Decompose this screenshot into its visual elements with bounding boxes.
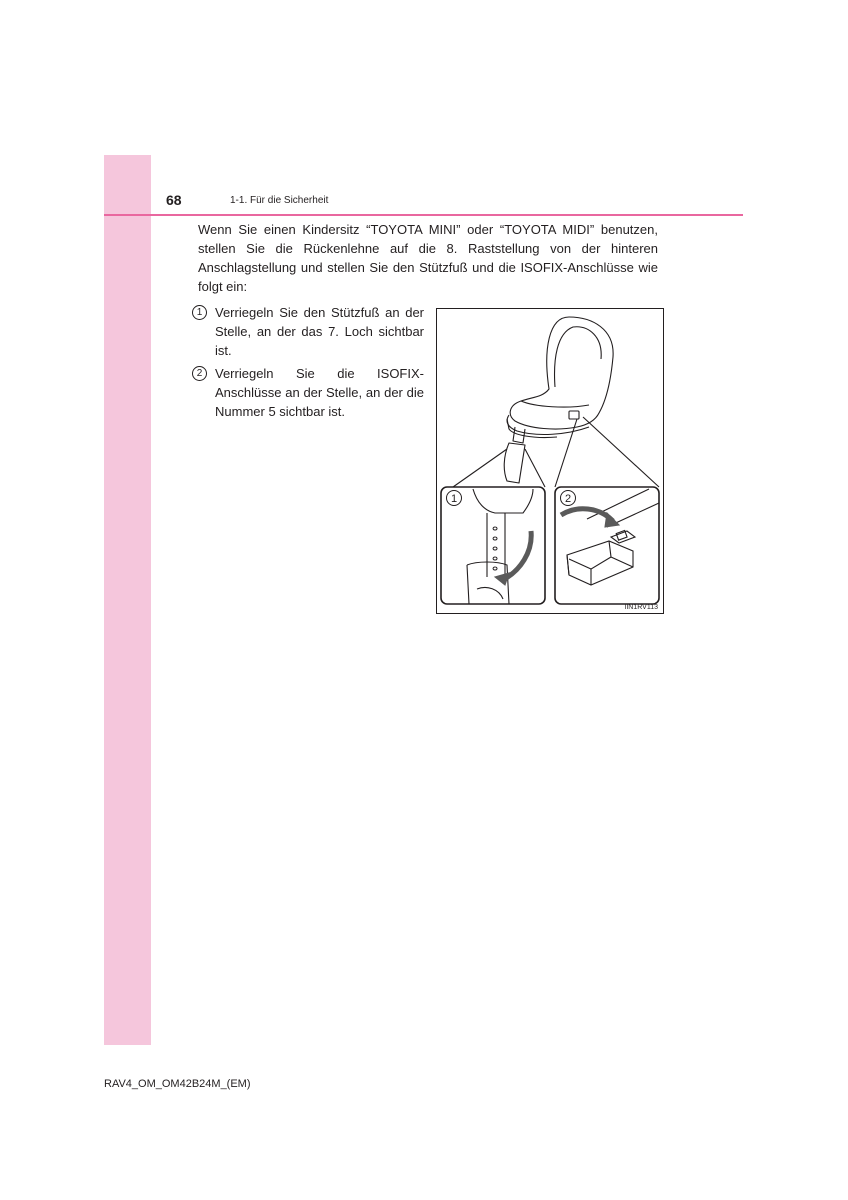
side-band <box>104 155 151 1045</box>
step-list <box>192 303 424 425</box>
callout-1-label: 1 <box>450 493 458 505</box>
intro-paragraph: Wenn Sie einen Kindersitz “TOYOTA MINI” oder “TOYOTA MIDI” benutzen, stellen Sie die Rückenlehne auf die 8. Raststellung von der hinteren Anschlagstellung und stellen Sie den Stützfuß und die ISOFIX-Anschlüsse wie folgt ein: <box>198 222 658 294</box>
step-number-icon: 1 <box>192 305 207 320</box>
figure-code: IIN1RV113 <box>624 604 658 611</box>
step-text: Verriegeln Sie den Stützfuß an der Stelle, an der das 7. Loch sichtbar ist. <box>215 305 424 358</box>
page-number: 68 <box>166 192 182 208</box>
section-title: 1-1. Für die Sicherheit <box>230 195 329 206</box>
child-seat-illustration <box>436 308 664 614</box>
header-rule <box>104 214 743 216</box>
step-item <box>192 303 424 360</box>
footer-code: RAV4_OM_OM42B24M_(EM) <box>104 1078 251 1090</box>
step-number-icon: 2 <box>192 366 207 381</box>
callout-2-label: 2 <box>564 493 572 505</box>
child-seat-drawing <box>437 309 663 613</box>
step-text: Verriegeln Sie die ISOFIX-Anschlüsse an der Stelle, an der die Nummer 5 sichtbar ist. <box>215 366 424 419</box>
step-item <box>192 364 424 421</box>
